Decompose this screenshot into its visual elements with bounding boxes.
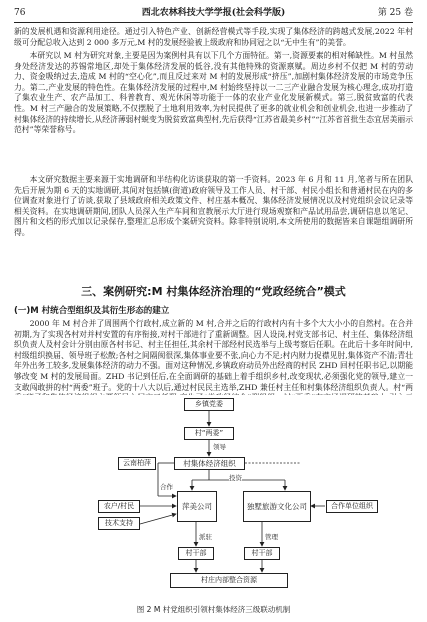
subsection-heading: (一)M 村统合型组织及其衍生形态的建立 [14, 306, 170, 316]
box-yunnan-baiping: 云南柏萍 [118, 457, 156, 470]
box-cadre-left: 村干部 [178, 547, 214, 560]
box-village-households: 农户/村民 [98, 500, 140, 513]
edge-label-dispatch: 派驻 [199, 533, 212, 541]
edge-label-invest: 投资 [229, 474, 242, 482]
paragraph-data-source: 本文研究数据主要来源于实地调研和半结构化访谈获取的第一手资料。2023 年 6 月和 11 月,笔者与所在团队先后开展为期 6 天的实地调研,其间对包括镇(街道)政府领导及工作人员、村干部、村民小组长和普通村民在内的多位调查对象进行了访谈,获取了县域政府相关政策文件、村庄基本概况、集体经济发展情况以及村党组织会议记录等相关资料。在实地调研期间,团队人员深入生产车间和宣教展示大厅进行现场观察和产品试用品尝,调研信息以笔记、图片和文档的形式加以记录保存,整理汇总形成个案研究资料。除非特别说明,本文所使用的数据皆来自课题组调研所得。 [14, 175, 413, 237]
paragraph-case-features: 本研究以 M 村为研究对象,主要是因为案例村具有以下几个方面特征。第一,资源要素的相对稀缺性。M 村虽然身处经济发达的苏锡常地区,却处于集体经济发展的低谷,没有其他特殊的资源禀赋。周边乡村不仅把 M 村的劳动力、资金吸纳过去,造成 M 村的“空心化”,而且反过来对 M 村的发展形成“挤压”,加剧村集体经济发展的市场竞争压力。第二,产业发展的特色性。在集体经济发展的过程中,M 村始终坚持以一二三产业融合发展为核心理念,成功打造了集农业生产、农产品加工、科普教育、观光休闲等功能于一体的农业产业化发展新模式。第三,脱贫致富的代表性。M 村三产融合的发展策略,不仅摆脱了土地利用效率,为村民提供了更多的就业机会和创业机会,也进一步推动了村集体经济的持续增长,从经济薄弱村蜕变为脱贫致富典型村,先后获得“江苏省最美乡村”“江苏省首批生态宜居美丽示范村”等荣誉称号。 [14, 51, 413, 135]
paragraph-case-history: 2000 年 M 村合并了周围两个行政村,成立新的 M 村,合并之后的行政村内有十多个大大小小的自然村。在合并初期,为了实现各村对并村安置的有序衔接,对村干部进行了重新调整。因人设岗,村党支部书记、村主任、集体经济组织负责人及村会计分别由原各村书记、村主任担任,其余村干部经村民选举与上级考察后任职。在此后十多年时间中,村级组织换届、领导班子松散;各村之间隔阂很深,集体事业要不张,向心力不足;村内财力捉襟见肘,集体资产不清;青壮年外出务工较多,发展集体经济的动力不强。面对这种情况,乡镇政府动员外出经商的村民 ZHD 回村任职书记,以期能够改变 M 村的发展局面。ZHD 书记到任后,在全面调研的基础上着手组织乡村,改变现状,必须强化党的领导,建立一支敢闯敢拼的村“两委”班子。党的十八大以后,通过村民民主选举,ZHD 兼任村主任和村集体经济组织负责人。村“两 [14, 319, 413, 392]
box-two-committees: 村“两委” [184, 427, 234, 440]
page-number: 76 [14, 8, 26, 18]
box-township-party: 乡镇党委 [184, 398, 234, 411]
section-heading: 三、案例研究:M 村集体经济治理的“党政经统合”模式 [81, 285, 346, 298]
figure-2-diagram [0, 396, 427, 601]
volume-label: 第 25 卷 [377, 8, 413, 18]
box-collective-economic-org: 村集体经济组织 [174, 457, 245, 470]
edge-label-coop: 合作 [160, 483, 173, 491]
figure-caption: 图 2 M 村党组织引领村集体经济三级联动机制 [136, 605, 291, 614]
box-tech-support: 技术支持 [98, 517, 140, 530]
edge-label-lead: 领导 [213, 443, 226, 451]
running-header [14, 6, 413, 20]
paragraph-intro-end: 新的发展机遇和资源利用途径。通过引入特色产业、创新经营模式等手段,实现了集体经济的跨越式发展,2022 年村级可分配总收入达到 2 000 多万元,M 村的发展经验被上级政府和协同冠之以“无中生有”的美誉。 [14, 27, 413, 47]
journal-title: 西北农林科技大学学报(社会科学版) [141, 8, 286, 18]
edge-label-manage: 管理 [265, 533, 278, 541]
box-tourism-culture-company: 独墅旅游文化公司 [243, 491, 311, 522]
header-rule [14, 22, 413, 23]
box-internal-resources: 村庄内部整合资源 [170, 573, 288, 588]
box-cadre-right: 村干部 [244, 547, 280, 560]
box-partner-units: 合作单位组织 [326, 500, 378, 513]
box-pingmei-company: 萍美公司 [177, 491, 217, 522]
